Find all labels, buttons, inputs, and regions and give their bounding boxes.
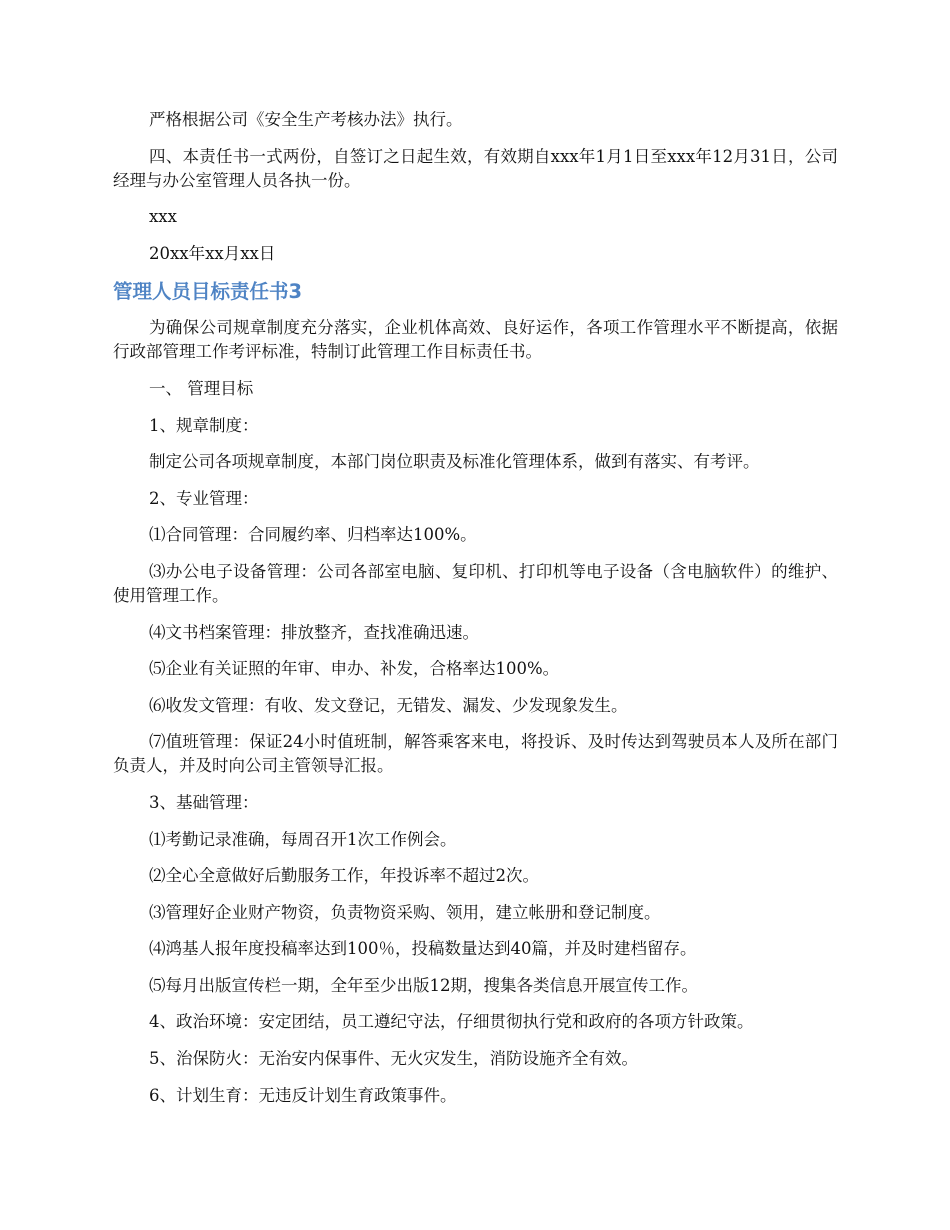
list-heading: 3、基础管理：: [149, 792, 259, 812]
list-item: ⑺值班管理：保证24小时值班制，解答乘客来电，将投诉、及时传达到驾驶员本人及所在部门负责人，并及时向公司主管领导汇报。: [113, 732, 838, 776]
section-subheading: 一、 管理目标: [149, 378, 254, 398]
list-item: ⑶管理好企业财产物资，负责物资采购、领用，建立帐册和登记制度。: [149, 902, 661, 922]
list-heading: 2、专业管理：: [149, 488, 259, 508]
paragraph: 制定公司各项规章制度，本部门岗位职责及标准化管理体系，做到有落实、有考评。: [149, 452, 760, 472]
paragraph: 四、本责任书一式两份，自签订之日起生效，有效期自xxx年1月1日至xxx年12月31日，公司经理与办公室管理人员各执一份。: [113, 146, 838, 190]
list-item: ⑸企业有关证照的年审、申办、补发，合格率达100%。: [149, 659, 560, 679]
list-item: ⑷文书档案管理：排放整齐，查找准确迅速。: [149, 622, 479, 642]
list-item: ⑶办公电子设备管理：公司各部室电脑、复印机、打印机等电子设备（含电脑软件）的维护、使用管理工作。: [113, 561, 838, 605]
list-heading: 6、计划生育：无违反计划生育政策事件。: [149, 1085, 457, 1105]
signature-name: xxx: [149, 207, 177, 227]
paragraph: 严格根据公司《安全生产考核办法》执行。: [149, 110, 463, 129]
list-heading: 1、规章制度：: [149, 415, 259, 435]
list-item: ⑴考勤记录准确，每周召开1次工作例会。: [149, 829, 457, 849]
list-item: ⑴合同管理：合同履约率、归档率达100%。: [149, 525, 477, 545]
document-body: [113, 108, 838, 1120]
section-heading: 管理人员目标责任书3: [113, 280, 303, 304]
paragraph: 为确保公司规章制度充分落实，企业机体高效、良好运作，各项工作管理水平不断提高，依据行政部管理工作考评标准，特制订此管理工作目标责任书。: [113, 318, 838, 362]
list-item: ⑸每月出版宣传栏一期，全年至少出版12期，搜集各类信息开展宣传工作。: [149, 975, 698, 995]
list-item: ⑷鸿基人报年度投稿率达到100％，投稿数量达到40篇，并及时建档留存。: [149, 939, 697, 959]
list-item: ⑹收发文管理：有收、发文登记，无错发、漏发、少发现象发生。: [149, 695, 628, 715]
list-item: ⑵全心全意做好后勤服务工作，年投诉率不超过2次。: [149, 866, 539, 886]
signature-date: 20xx年xx月xx日: [149, 243, 276, 263]
list-heading: 5、治保防火：无治安内保事件、无火灾发生，消防设施齐全有效。: [149, 1049, 638, 1069]
list-heading: 4、政治环境：安定团结，员工遵纪守法，仔细贯彻执行党和政府的各项方针政策。: [149, 1012, 754, 1032]
